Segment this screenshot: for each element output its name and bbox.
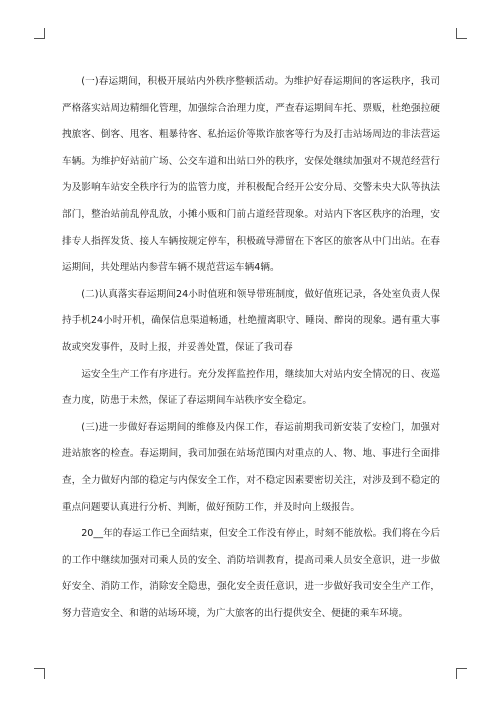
paragraph-1: (一)春运期间，积极开展站内外秩序整顿活动。为维护好春运期间的客运秩序，我司严格落实站周边精细化管理，加强综合治理力度，严查春运期间车托、票贩，杜绝强拉硬拽旅客、倒客、甩客、粗暴待客、私抬运价等欺诈旅客等行为及打击站场周边的非法营运车辆。为维护好站前广场、公交车道和出站口外的秩序，安保处继续加强对不规范经营行为及影响车站安全秩序行为的监管力度，并积极配合经开公安分局、交警未央大队等执法部门，整治站前乱停乱放，小摊小贩和门前占道经营现象。对站内下客区秩序的治理，安排专人指挥发货、接人车辆按规定停车，积极疏导滞留在下客区的旅客从中门出站。在春运期间，共处理站内参营车辆不规范营运车辆4辆。 — [62, 76, 440, 274]
crop-mark-bottom-left — [34, 668, 45, 679]
paragraph-2: (二)认真落实春运期间24小时值班和领导带班制度，做好值班记录，各处室负责人保持手机24小时开机，确保信息渠道畅通，杜绝擅离职守、睡岗、醉岗的现象。遇有重大事故或突发事件，及时上报，并妥善处置，保证了我司春 — [62, 288, 440, 353]
paragraph-5: 20__年的春运工作已全面结束，但安全工作没有停止，时刻不能放松。我们将在今后的工作中继续加强对司乘人员的安全、消防培训教育，提高司乘人员安全意识，进一步做好安全、消防工作，消除安全隐患，强化安全责任意识，进一步做好我司安全生产工作，努力营造安全、和谐的站场环境，为广大旅客的出行提供安全、便捷的乘车环境。 — [62, 528, 440, 619]
document-body — [62, 69, 440, 627]
paragraph-3: 运安全生产工作有序进行。充分发挥监控作用，继续加大对站内安全情况的日、夜巡查力度，防患于未然，保证了春运期间车站秩序安全稳定。 — [62, 368, 440, 407]
crop-mark-top-left — [34, 28, 45, 39]
crop-mark-bottom-right — [456, 668, 467, 679]
paragraph-4: (三)进一步做好春运期间的维修及内保工作，春运前期我司新安装了安检门，加强对进站旅客的检查。春运期间，我司加强在站场范围内对重点的人、物、地、事进行全面排查，全力做好内部的稳定与内保安全工作，对不稳定因素要密切关注，对涉及到不稳定的重点问题要认真进行分析、判断，做好预防工作，并及时向上级报告。 — [62, 421, 440, 513]
crop-mark-top-right — [456, 28, 467, 39]
